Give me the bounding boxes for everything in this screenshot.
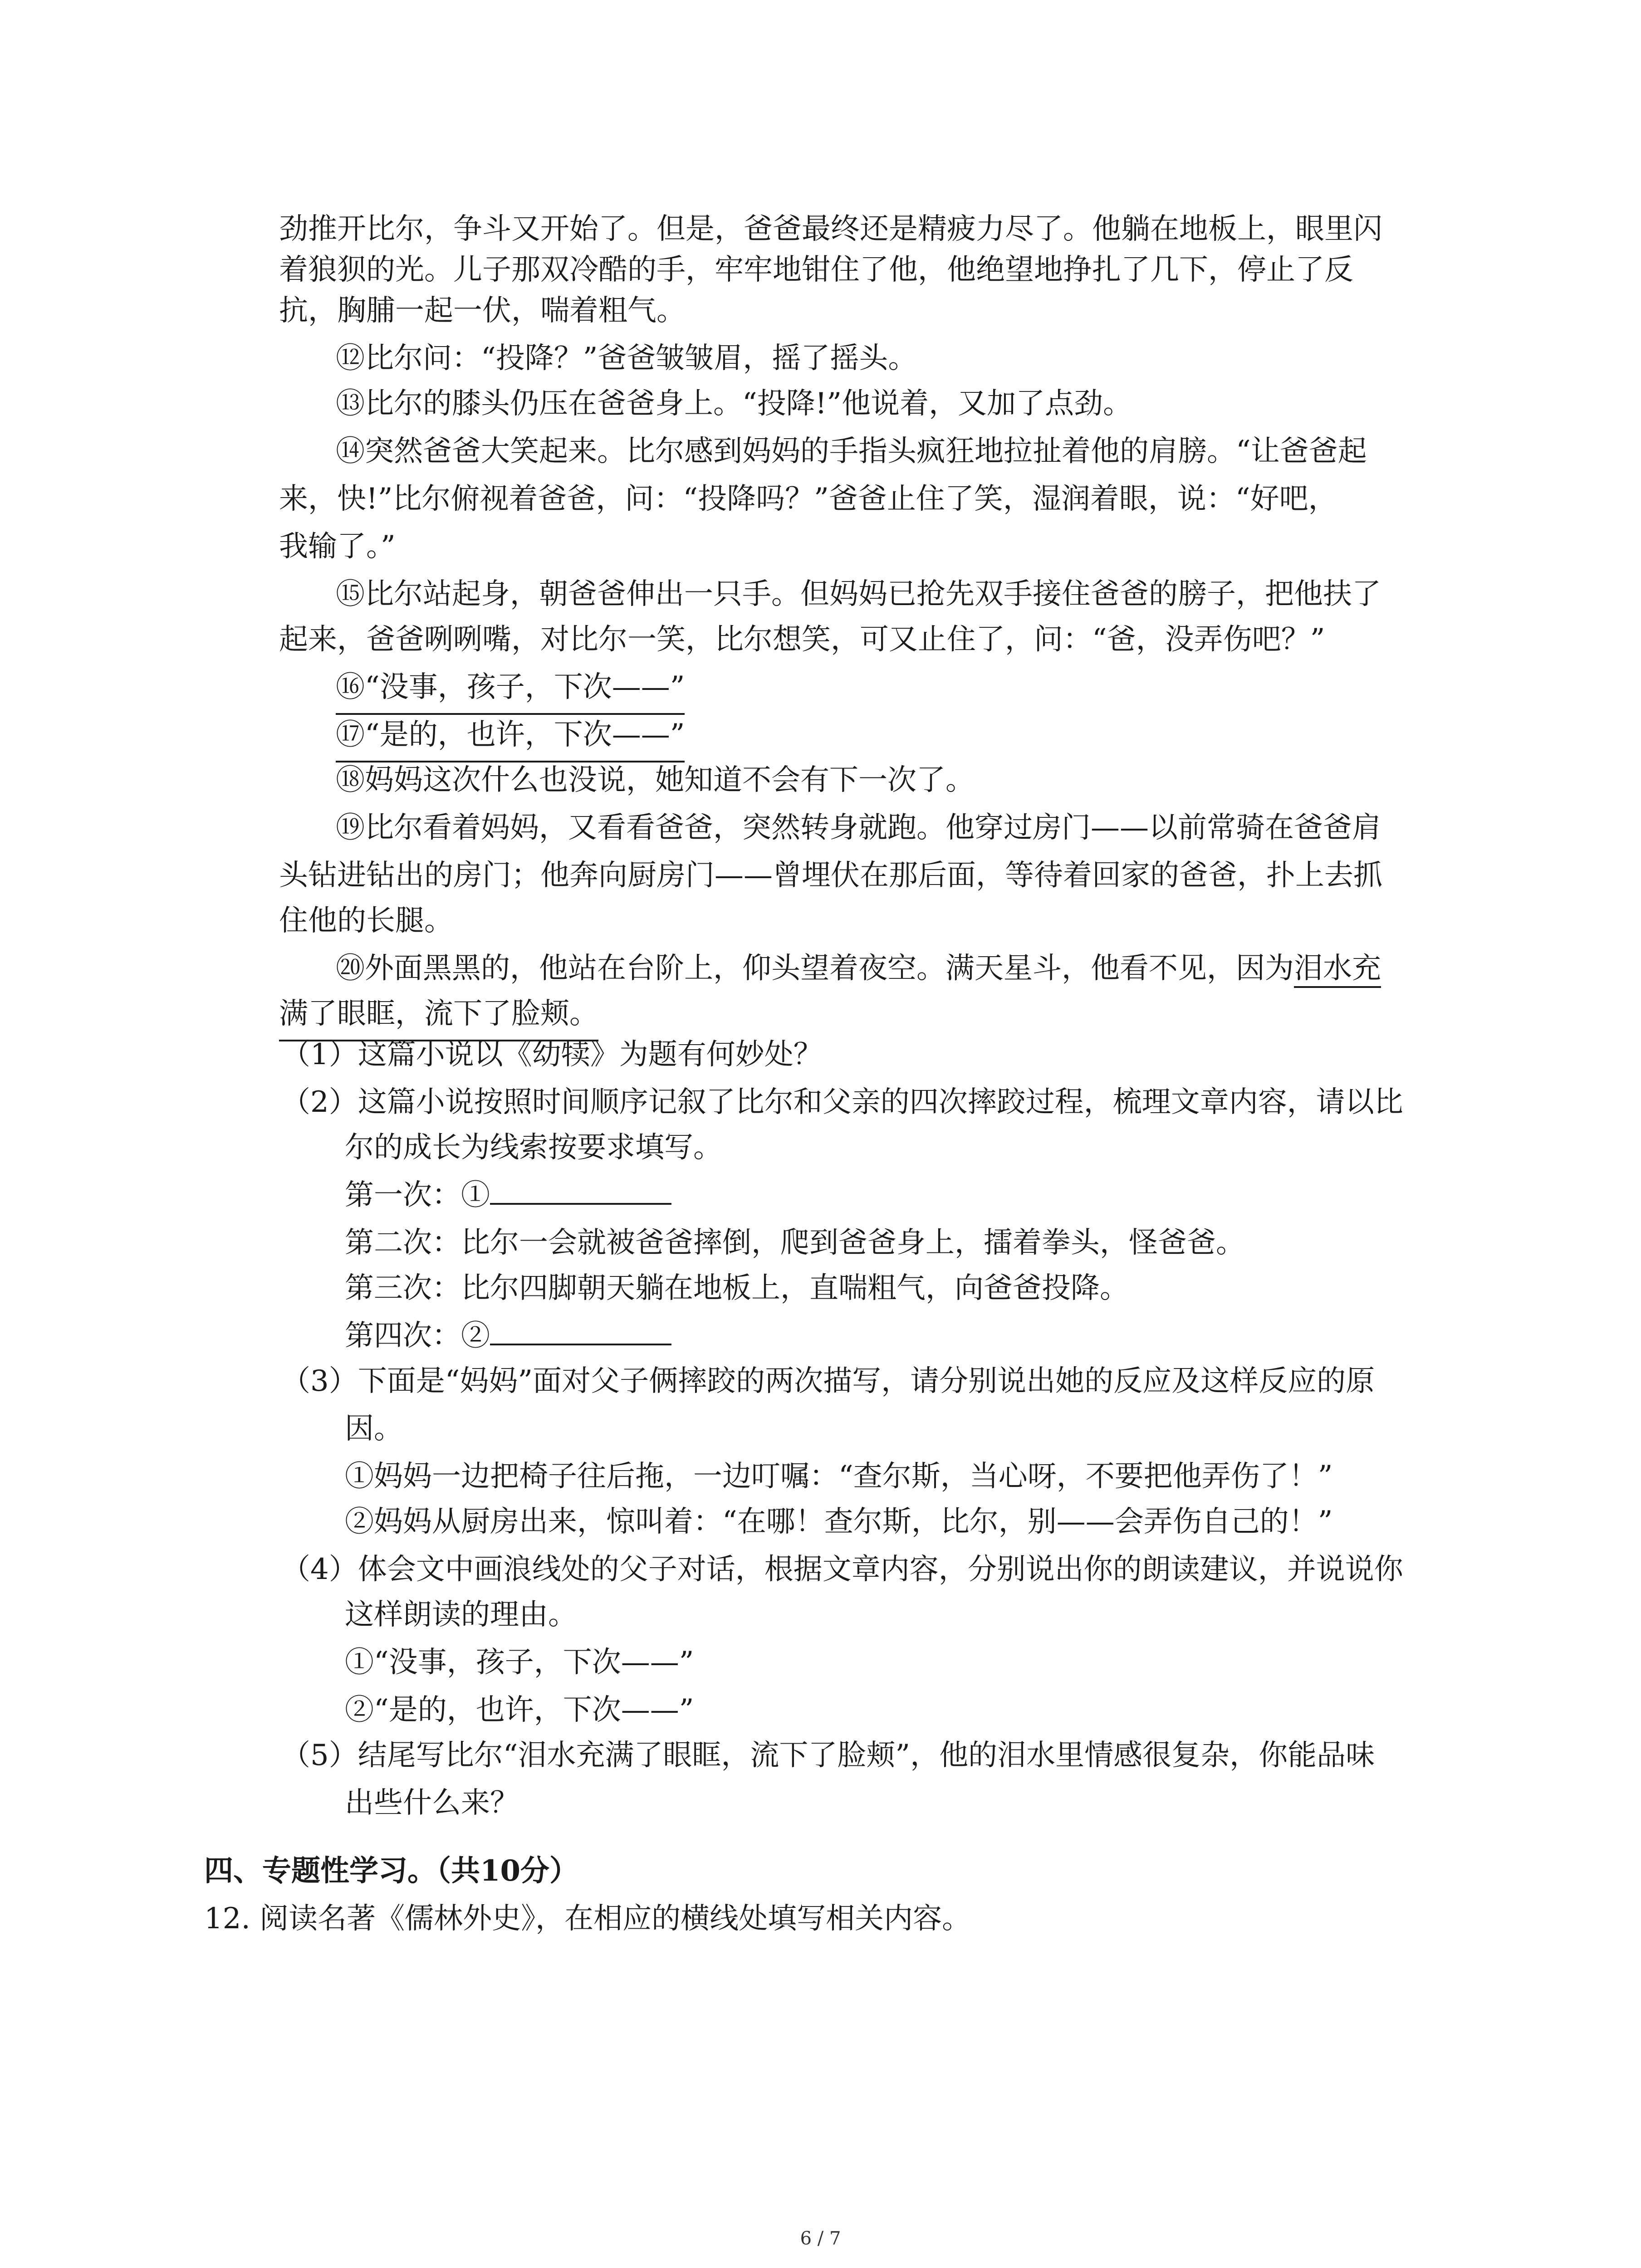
story-line: 劲推开比尔，争斗又开始了。但是，爸爸最终还是精疲力尽了。他躺在地板上，眼里闪 [279,212,1382,246]
paragraph-20-cont: 满了眼眶，流下了脸颊。 [0,989,1641,1039]
question-2-cont: 尔的成长为线索按要求填写。 [345,1131,722,1164]
question-3-item-1: ①妈妈一边把椅子往后拖，一边叮嘱：“查尔斯，当心呀，不要把他弄伤了！” [345,1460,1333,1493]
story-line: 头钻进钻出的房门；他奔向厨房门——曾埋伏在那后面，等待着回家的爸爸，扑上去抓 [279,859,1382,892]
story-line: 住他的长腿。 [279,904,453,938]
question-3-cont: 因。 [345,1412,403,1446]
paragraph-12: ⑫比尔问：“投降？”爸爸皱皱眉，摇了摇头。 [336,342,917,375]
paragraph-20: ⑳外面黑黑的，他站在台阶上，仰头望着夜空。满天星斗，他看不见，因为泪水充 [0,943,1641,993]
question-2-second: 第二次：比尔一会就被爸爸摔倒，爬到爸爸身上，擂着拳头，怪爸爸。 [345,1226,1245,1260]
paragraph-16: ⑯“没事，孩子，下次——” [0,662,1641,712]
question-5-cont: 出些什么来？ [345,1786,519,1820]
story-line: 着狼狈的光。儿子那双冷酷的手，牢牢地钳住了他，他绝望地挣扎了几下，停止了反 [279,253,1353,287]
question-12: 12. 阅读名著《儒林外史》，在相应的横线处填写相关内容。 [204,1902,971,1936]
story-line: 来，快!”比尔俯视着爸爸，问：“投降吗？”爸爸止住了笑，湿润着眼，说：“好吧， [279,482,1337,516]
paragraph-15: ⑮比尔站起身，朝爸爸伸出一只手。但妈妈已抢先双手接住爸爸的膀子，把他扶了 [336,577,1381,611]
paragraph-17: ⑰“是的，也许，下次——” [0,710,1641,760]
story-line: 起来，爸爸咧咧嘴，对比尔一笑，比尔想笑，可又止住了，问：“爸，没弄伤吧？” [279,623,1325,656]
story-line: 抗，胸脯一起一伏，喘着粗气。 [279,294,686,327]
question-2-first: 第一次：① [0,1170,1641,1220]
question-4-cont: 这样朗读的理由。 [345,1598,577,1632]
question-5: （5）结尾写比尔“泪水充满了眼眶，流下了脸颊”，他的泪水里情感很复杂，你能品味 [281,1739,1375,1772]
question-2: （2）这篇小说按照时间顺序记叙了比尔和父亲的四次摔跤过程，梳理文章内容，请以比 [281,1085,1403,1119]
section-4-heading: 四、专题性学习。（共10分） [204,1854,579,1888]
answer-blank[interactable] [490,1316,671,1345]
answer-blank[interactable] [490,1176,671,1205]
question-2-fourth: 第四次：② [0,1311,1641,1361]
question-4-item-1: ①“没事，孩子，下次——” [345,1646,694,1679]
paragraph-19: ⑲比尔看着妈妈，又看看爸爸，突然转身就跑。他穿过房门——以前常骑在爸爸肩 [336,811,1381,845]
paragraph-13: ⑬比尔的膝头仍压在爸爸身上。“投降!”他说着，又加了点劲。 [336,387,1132,420]
question-4: （4）体会文中画浪线处的父子对话，根据文章内容，分别说出你的朗读建议，并说说你 [281,1553,1403,1586]
question-3-item-2: ②妈妈从厨房出来，惊叫着：“在哪！查尔斯，比尔，别——会弄伤自己的！” [345,1505,1333,1539]
question-4-item-2: ②“是的，也许，下次——” [345,1693,694,1727]
question-3: （3）下面是“妈妈”面对父子俩摔跤的两次描写，请分别说出她的反应及这样反应的原 [281,1364,1375,1398]
paragraph-18: ⑱妈妈这次什么也没说，她知道不会有下一次了。 [336,763,975,797]
story-line: 我输了。” [279,530,396,563]
page-number: 6 / 7 [800,2228,841,2249]
question-2-third: 第三次：比尔四脚朝天躺在地板上，直喘粗气，向爸爸投降。 [345,1271,1129,1305]
paragraph-14: ⑭突然爸爸大笑起来。比尔感到妈妈的手指头疯狂地拉扯着他的肩膀。“让爸爸起 [336,435,1367,468]
question-1: （1）这篇小说以《幼犊》为题有何妙处？ [281,1038,823,1071]
